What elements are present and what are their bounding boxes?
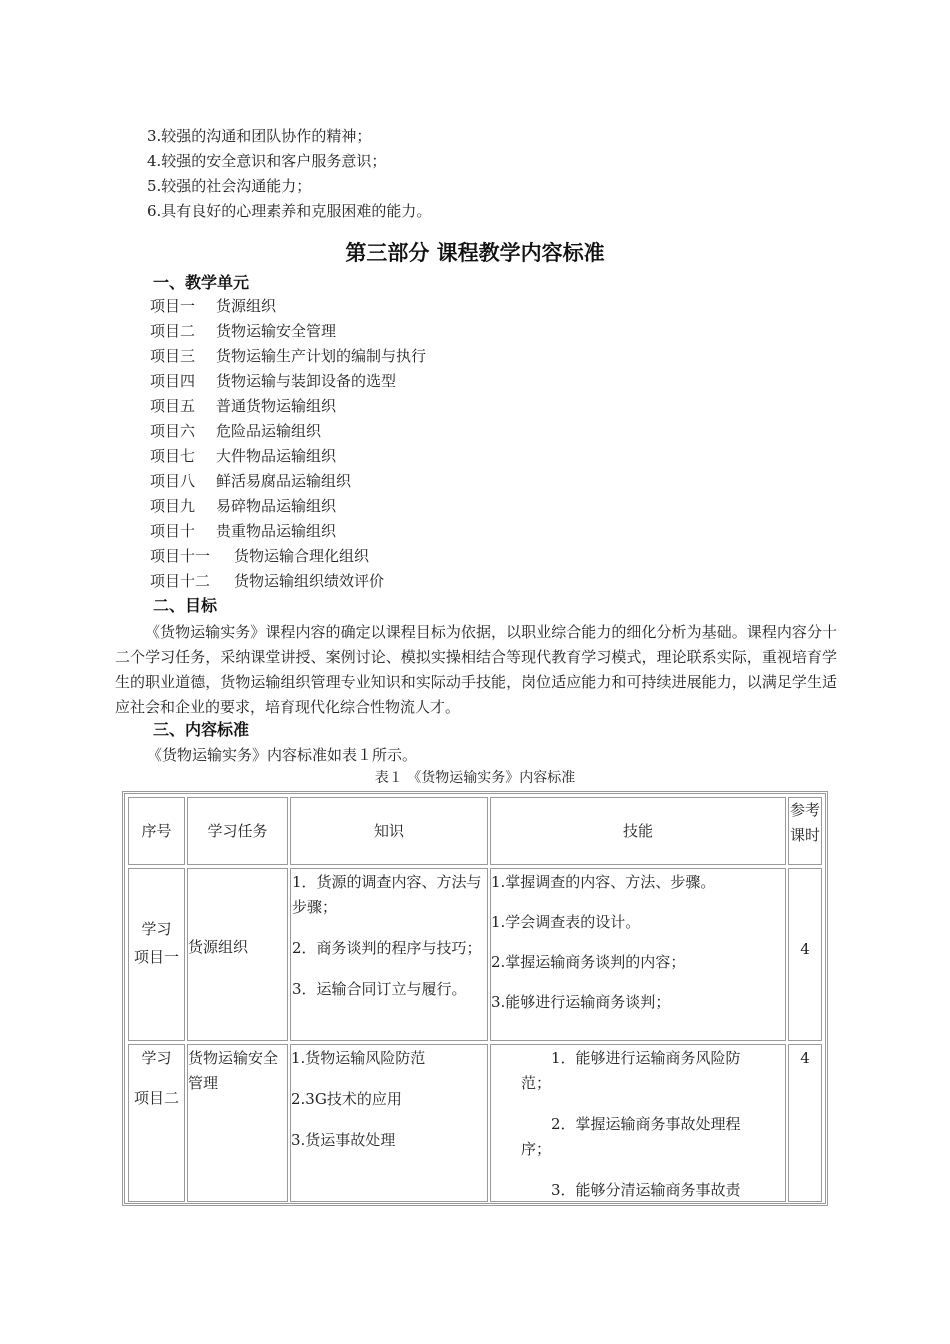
table-row-2-hours: 4 <box>788 1044 822 1202</box>
table-row-2-seq <box>128 1044 185 1202</box>
table-header-task: 学习任务 <box>187 797 288 865</box>
knowledge-item: 3.货运事故处理 <box>291 1131 396 1149</box>
table-row-2-task: 货物运输安全管理 <box>187 1044 288 1202</box>
unit-number: 项目五 <box>150 397 196 415</box>
unit-name: 普通货物运输组织 <box>216 397 337 415</box>
unit-item <box>150 371 396 391</box>
table-header-hours-line: 参考 <box>789 801 820 819</box>
skill-item: 1.掌握调查的内容、方法、步骤。 <box>491 873 716 891</box>
seq-line: 项目二 <box>133 1089 179 1107</box>
unit-item <box>150 396 336 416</box>
unit-name: 货物运输生产计划的编制与执行 <box>216 347 427 365</box>
knowledge-item: 2.3G技术的应用 <box>291 1090 402 1108</box>
table-row-1-skill <box>490 868 786 1041</box>
skill-item: 3.能够进行运输商务谈判； <box>491 993 671 1011</box>
unit-number: 项目七 <box>150 447 196 465</box>
unit-item <box>150 471 351 491</box>
unit-name: 货物运输安全管理 <box>216 322 337 340</box>
goals-paragraph: 《货物运输实务》课程内容的确定以课程目标为依据，以职业综合能力的细化分析为基础。课程内容分十二个学习任务，采纳课堂讲授、案例讨论、模拟实操相结合等现代教育学习模式，理论联系实际，重视培育学生的职业道德，货物运输组织管理专业知识和实际动手技能，岗位适应能力和可持续进展能力，以满足学生适应社会和企业的要求，培育现代化综合性物流人才。 <box>115 623 837 716</box>
table-intro: 《货物运输实务》内容标准如表１所示。 <box>147 746 418 764</box>
skill-item: 1．能够进行运输商务风险防范； <box>521 1049 741 1092</box>
unit-item <box>150 296 276 316</box>
unit-number: 项目九 <box>150 497 196 515</box>
unit-name: 货物运输与装卸设备的选型 <box>216 372 397 390</box>
unit-item <box>150 321 336 341</box>
skill-item: 3．能够分清运输商务事故责 <box>551 1181 741 1199</box>
skill-item: 2.掌握运输商务谈判的内容； <box>491 953 686 971</box>
unit-number: 项目一 <box>150 297 196 315</box>
skill-item: 1.学会调查表的设计。 <box>491 913 641 931</box>
table-row-2-skill <box>490 1044 786 1202</box>
unit-item <box>150 521 336 541</box>
unit-item <box>150 446 336 466</box>
seq-line: 学习 <box>141 1049 172 1067</box>
unit-item <box>150 421 321 441</box>
knowledge-item: 1．货源的调查内容、方法与步骤； <box>292 873 482 916</box>
unit-number: 项目十一 <box>150 547 211 565</box>
unit-name: 易碎物品运输组织 <box>216 497 337 515</box>
table-header-seq: 序号 <box>128 797 185 865</box>
unit-number: 项目二 <box>150 322 196 340</box>
list-item: 3.较强的沟通和团队协作的精神； <box>147 127 372 145</box>
table-row-2-knowledge <box>290 1044 488 1202</box>
seq-line: 学习 <box>141 920 172 938</box>
knowledge-item: 3．运输合同订立与履行。 <box>292 980 467 998</box>
table-header-hours-line: 课时 <box>789 826 820 844</box>
unit-name: 贵重物品运输组织 <box>216 522 337 540</box>
unit-number: 项目八 <box>150 472 196 490</box>
part-title: 第三部分 课程教学内容标准 <box>345 241 605 265</box>
section-heading-teaching-units: 一、教学单元 <box>153 273 250 292</box>
table-row-1-knowledge <box>290 868 488 1041</box>
unit-item <box>150 346 426 366</box>
table-row-1-seq <box>128 868 185 1041</box>
table-row-1-hours: 4 <box>788 868 822 1041</box>
list-item: 5.较强的社会沟通能力； <box>147 177 312 195</box>
knowledge-item: 1.货物运输风险防范 <box>291 1049 426 1067</box>
unit-item <box>150 546 369 566</box>
table-row-1-task: 货源组织 <box>187 868 288 1041</box>
unit-number: 项目三 <box>150 347 196 365</box>
section-heading-content-standard: 三、内容标准 <box>153 720 250 739</box>
unit-name: 货物运输合理化组织 <box>234 547 370 565</box>
table-header-skill: 技能 <box>490 797 786 865</box>
seq-line: 项目一 <box>133 948 179 966</box>
unit-number: 项目六 <box>150 422 196 440</box>
content-standard-table <box>122 791 828 1206</box>
knowledge-item: 2．商务谈判的程序与技巧； <box>292 939 482 957</box>
table-header-knowledge: 知识 <box>290 797 488 865</box>
list-item: 6.具有良好的心理素养和克服困难的能力。 <box>147 202 432 220</box>
table-header-hours <box>788 797 822 865</box>
unit-item <box>150 571 384 591</box>
unit-name: 危险品运输组织 <box>216 422 322 440</box>
unit-number: 项目十 <box>150 522 196 540</box>
unit-number: 项目四 <box>150 372 196 390</box>
skill-item: 2．掌握运输商务事故处理程序； <box>521 1115 741 1158</box>
table-caption: 表１ 《货物运输实务》内容标准 <box>374 770 576 786</box>
unit-name: 货源组织 <box>216 297 277 315</box>
unit-name: 货物运输组织绩效评价 <box>234 572 385 590</box>
section-heading-goals: 二、目标 <box>153 596 218 615</box>
unit-name: 鲜活易腐品运输组织 <box>216 472 352 490</box>
unit-item <box>150 496 336 516</box>
unit-number: 项目十二 <box>150 572 211 590</box>
list-item: 4.较强的安全意识和客户服务意识； <box>147 152 387 170</box>
unit-name: 大件物品运输组织 <box>216 447 337 465</box>
